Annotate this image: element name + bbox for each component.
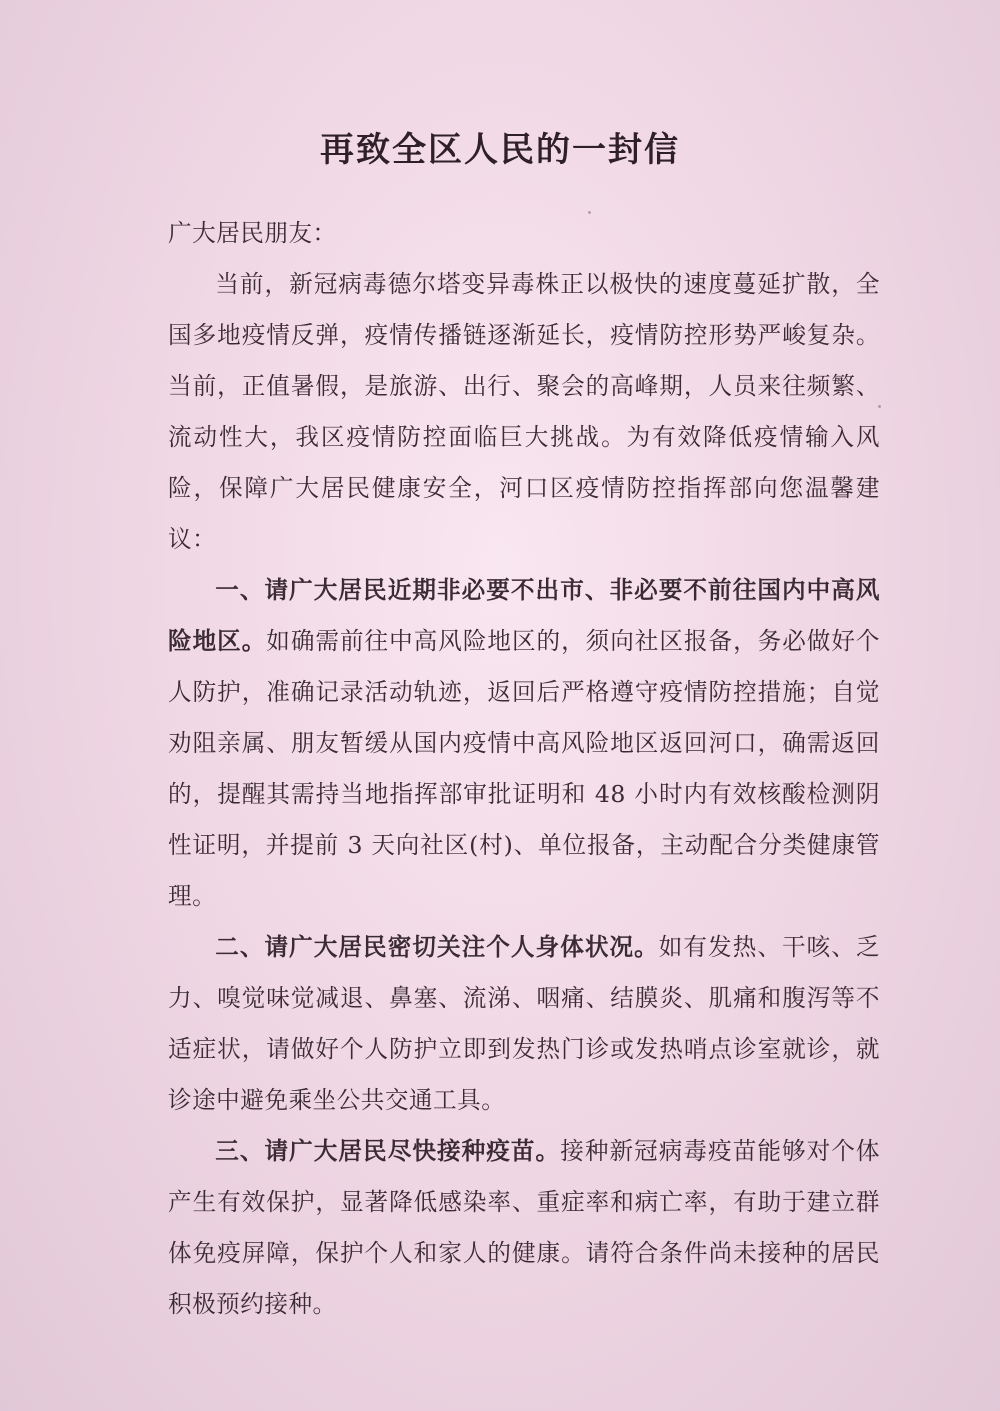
paper-speck [878,405,881,408]
paper-speck [588,211,591,214]
letter-body [168,208,880,1330]
item-paragraph-2 [168,922,880,1126]
intro-paragraph: 当前，新冠病毒德尔塔变异毒株正以极快的速度蔓延扩散，全国多地疫情反弹，疫情传播链逐渐延长，疫情防控形势严峻复杂。当前，正值暑假，是旅游、出行、聚会的高峰期，人员来往频繁、流动性大，我区疫情防控面临巨大挑战。为有效降低疫情输入风险，保障广大居民健康安全，河口区疫情防控指挥部向您温馨建议： [168,270,880,553]
item-text-3: 接种新冠病毒疫苗能够对个体产生有效保护，显著降低感染率、重症率和病亡率，有助于建立群体免疫屏障，保护个人和家人的健康。请符合条件尚未接种的居民积极预约接种。 [168,1137,881,1318]
salutation: 广大居民朋友： [168,219,337,247]
item-paragraph-1 [168,565,880,922]
item-lead-3: 三、请广大居民尽快接种疫苗。 [215,1137,561,1165]
item-lead-2: 二、请广大居民密切关注个人身体状况。 [215,933,659,961]
item-paragraph-3 [168,1126,880,1330]
item-text-2: 如有发热、干咳、乏力、嗅觉味觉减退、鼻塞、流涕、咽痛、结膜炎、肌痛和腹泻等不适症状，请做好个人防护立即到发热门诊或发热哨点诊室就诊，就诊途中避免乘坐公共交通工具。 [168,933,881,1114]
item-lead-1: 一、请广大居民近期非必要不出市、非必要不前往国内中高风险地区。 [168,576,880,655]
item-text-1: 如确需前往中高风险地区的，须向社区报备，务必做好个人防护，准确记录活动轨迹，返回后严格遵守疫情防控措施；自觉劝阻亲属、朋友暂缓从国内疫情中高风险地区返回河口，确需返回的，提醒其需持当地指挥部审批证明和 48 小时内有效核酸检测阴性证明，并提前 3 天向社区(村)、单位报备，主动配合分类健康管理。 [168,627,881,910]
page-title: 再致全区人民的一封信 [320,130,680,170]
